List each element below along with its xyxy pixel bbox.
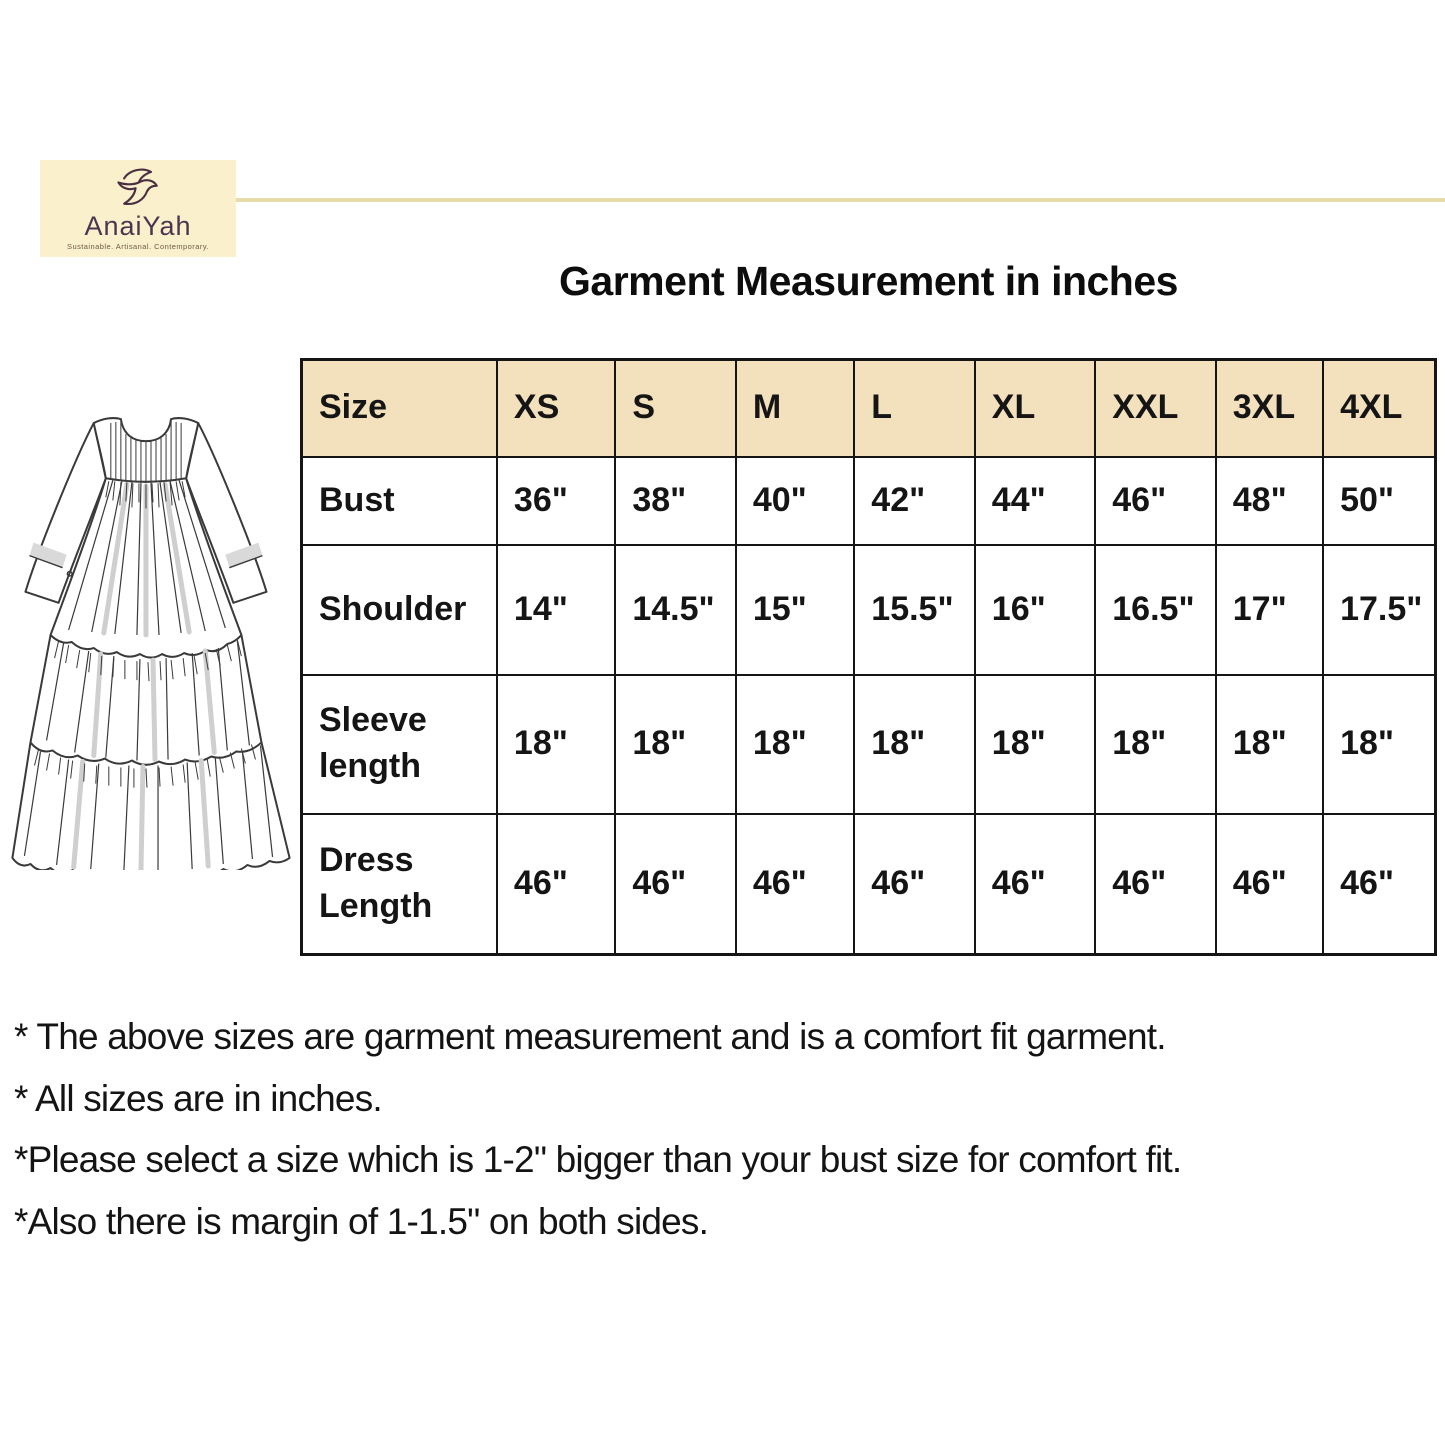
row-label-bust: Bust — [302, 457, 497, 545]
cell-dress-4xl: 46" — [1323, 814, 1435, 955]
cell-sleeve-xs: 18" — [497, 675, 615, 814]
cell-bust-s: 38" — [615, 457, 735, 545]
note-comfort-fit: * The above sizes are garment measurement and is a comfort fit garment. — [14, 1016, 1166, 1057]
cell-bust-xs: 36" — [497, 457, 615, 545]
cell-bust-l: 42" — [854, 457, 974, 545]
row-label-shoulder: Shoulder — [302, 545, 497, 675]
header-divider-line — [236, 198, 1445, 202]
col-header-xxl: XXL — [1095, 360, 1215, 457]
cell-sleeve-xl: 18" — [975, 675, 1095, 814]
bird-logo-icon — [113, 167, 163, 211]
col-header-m: M — [736, 360, 854, 457]
col-header-3xl: 3XL — [1216, 360, 1323, 457]
cell-shoulder-xl: 16" — [975, 545, 1095, 675]
table-header-row — [302, 360, 1436, 457]
row-label-sleeve-length: Sleeve length — [302, 675, 497, 814]
cell-shoulder-4xl: 17.5" — [1323, 545, 1435, 675]
cell-bust-3xl: 48" — [1216, 457, 1323, 545]
cell-shoulder-m: 15" — [736, 545, 854, 675]
table-row-dress-length — [302, 814, 1436, 955]
note-select-size: *Please select a size which is 1-2" bigger than your bust size for comfort fit. — [14, 1139, 1182, 1180]
table-row-bust — [302, 457, 1436, 545]
cell-bust-4xl: 50" — [1323, 457, 1435, 545]
cell-dress-3xl: 46" — [1216, 814, 1323, 955]
cell-bust-xl: 44" — [975, 457, 1095, 545]
cell-sleeve-4xl: 18" — [1323, 675, 1435, 814]
table-row-shoulder — [302, 545, 1436, 675]
page-title: Garment Measurement in inches — [559, 258, 1178, 304]
cell-shoulder-xs: 14" — [497, 545, 615, 675]
col-header-xs: XS — [497, 360, 615, 457]
brand-tagline: Sustainable. Artisanal. Contemporary. — [67, 241, 209, 251]
cell-dress-l: 46" — [854, 814, 974, 955]
footnotes — [14, 1006, 1438, 1252]
brand-name: AnaiYah — [84, 210, 192, 241]
cell-sleeve-xxl: 18" — [1095, 675, 1215, 814]
row-label-dress-length: Dress Length — [302, 814, 497, 955]
col-header-l: L — [854, 360, 974, 457]
cell-sleeve-m: 18" — [736, 675, 854, 814]
cell-sleeve-s: 18" — [615, 675, 735, 814]
col-header-xl: XL — [975, 360, 1095, 457]
cell-shoulder-l: 15.5" — [854, 545, 974, 675]
cell-dress-xl: 46" — [975, 814, 1095, 955]
table-row-sleeve-length — [302, 675, 1436, 814]
dress-sketch-illustration — [8, 410, 296, 870]
cell-shoulder-xxl: 16.5" — [1095, 545, 1215, 675]
col-header-4xl: 4XL — [1323, 360, 1435, 457]
note-inches: * All sizes are in inches. — [14, 1077, 382, 1119]
brand-logo-box — [40, 160, 236, 257]
cell-sleeve-3xl: 18" — [1216, 675, 1323, 814]
measurement-table — [300, 358, 1437, 956]
note-margin: *Also there is margin of 1-1.5" on both sides. — [14, 1200, 709, 1242]
cell-shoulder-3xl: 17" — [1216, 545, 1323, 675]
cell-dress-xs: 46" — [497, 814, 615, 955]
cell-shoulder-s: 14.5" — [615, 545, 735, 675]
cell-bust-xxl: 46" — [1095, 457, 1215, 545]
col-header-size: Size — [302, 360, 497, 457]
cell-dress-xxl: 46" — [1095, 814, 1215, 955]
cell-sleeve-l: 18" — [854, 675, 974, 814]
col-header-s: S — [615, 360, 735, 457]
cell-dress-s: 46" — [615, 814, 735, 955]
cell-bust-m: 40" — [736, 457, 854, 545]
cell-dress-m: 46" — [736, 814, 854, 955]
